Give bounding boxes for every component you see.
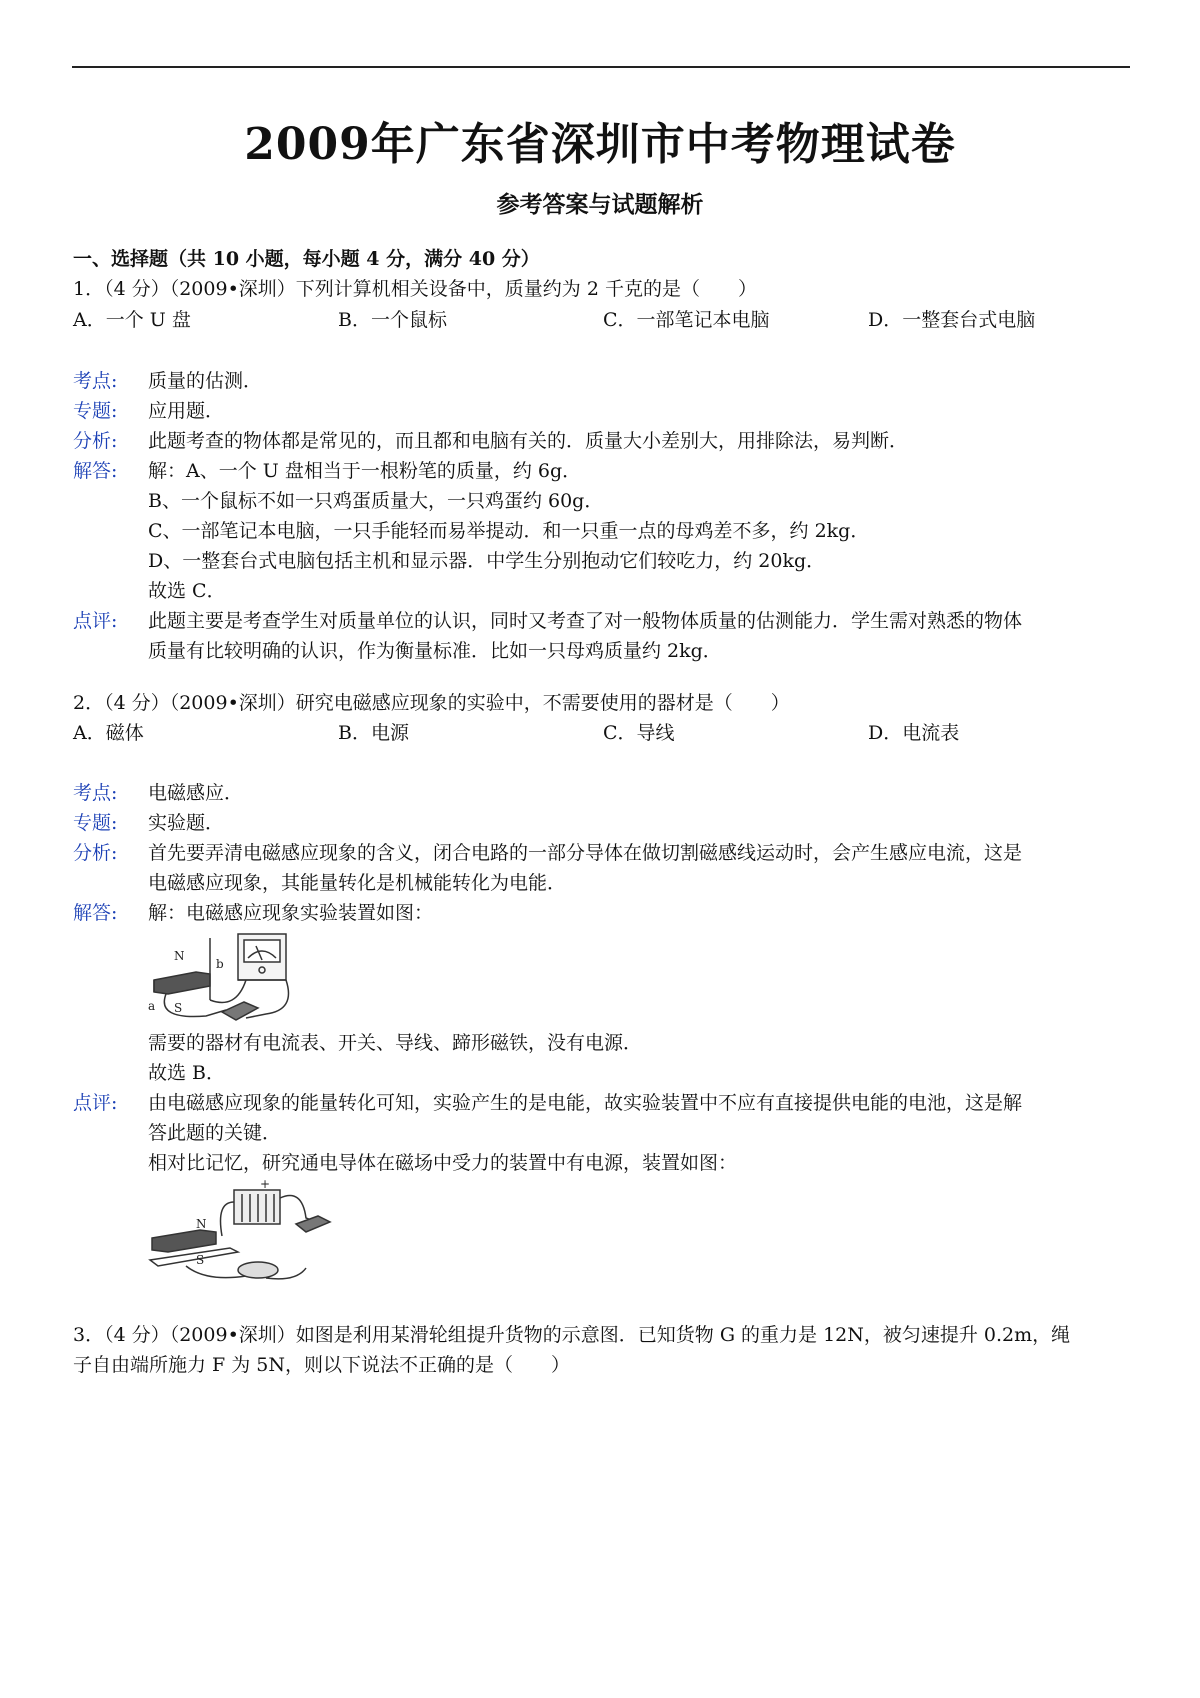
q2-zhuanti-label: 专题: [73,812,118,834]
q1-stem: 1．（4 分）（2009•深圳）下列计算机相关设备中，质量约为 2 千克的是（ ） [73,278,757,300]
fig2-label-plus: + [260,1178,271,1191]
q1-jieda-label: 解答: [73,460,118,482]
q1-zhuanti-label: 专题: [73,400,118,422]
q2-jieda-line: 需要的器材有电流表、开关、导线、蹄形磁铁，没有电源． [148,1032,643,1054]
q3-stem-line: 3．（4 分）（2009•深圳）如图是利用某滑轮组提升货物的示意图．已知货物 G 的重力是 12N，被匀速提升 0.2m，绳 [73,1324,1071,1346]
fig1-label-b: b [216,957,224,971]
q2-dianping-label: 点评: [73,1092,118,1114]
page-title: 2009年广东省深圳市中考物理试卷 [244,119,956,170]
q1-fenxi-label: 分析: [73,430,118,452]
q2-jieda-line: 解：电磁感应现象实验装置如图： [148,902,434,924]
q2-dianping-line: 答此题的关键． [148,1122,282,1144]
motor-principle-figure [146,1178,336,1284]
q1-jieda-line: 解：A、一个 U 盘相当于一根粉笔的质量，约 6g． [148,460,582,482]
fig1-label-a: a [148,999,156,1013]
q2-kaodian-label: 考点: [73,782,118,804]
q1-option-c: C．一部笔记本电脑 [603,309,770,331]
page-subtitle: 参考答案与试题解析 [496,191,704,218]
q2-fenxi-label: 分析: [73,842,118,864]
q1-zhuanti-text: 应用题． [148,400,225,422]
q2-stem: 2．（4 分）（2009•深圳）研究电磁感应现象的实验中，不需要使用的器材是（ ） [73,692,790,714]
q1-dianping-line: 质量有比较明确的认识，作为衡量标准．比如一只母鸡质量约 2kg． [148,640,722,662]
q2-option-a: A．磁体 [73,722,144,744]
q2-fenxi-line: 首先要弄清电磁感应现象的含义，闭合电路的一部分导体在做切割磁感线运动时，会产生感应电流，这是 [148,842,1023,864]
induction-apparatus-figure [146,930,310,1026]
fig2-label-n: N [196,1217,207,1231]
fig2-label-s: S [196,1253,205,1267]
q1-option-b: B．一个鼠标 [338,309,447,331]
q1-kaodian-text: 质量的估测． [148,370,263,392]
q2-jieda-label: 解答: [73,902,118,924]
q2-option-c: C．导线 [603,722,675,744]
q1-kaodian-label: 考点: [73,370,118,392]
q1-jieda-line: B、一个鼠标不如一只鸡蛋质量大，一只鸡蛋约 60g． [148,490,604,512]
q3-stem-line: 子自由端所施力 F 为 5N，则以下说法不正确的是（ ） [73,1354,571,1376]
q1-jieda-line: 故选 C． [148,580,226,602]
q2-dianping-line: 相对比记忆，研究通电导体在磁场中受力的装置中有电源，装置如图： [148,1152,738,1174]
fig1-label-s: S [174,1001,183,1015]
q1-dianping-line: 此题主要是考查学生对质量单位的认识，同时又考查了对一般物体质量的估测能力．学生需对熟悉的物体 [148,610,1023,632]
q2-jieda-line: 故选 B． [148,1062,226,1084]
fig1-label-n: N [174,949,185,963]
q1-dianping-label: 点评: [73,610,118,632]
q1-option-a: A．一个 U 盘 [73,309,191,331]
q1-jieda-line: D、一整套台式电脑包括主机和显示器．中学生分别抱动它们较吃力，约 20kg． [148,550,826,572]
q2-zhuanti-text: 实验题． [148,812,225,834]
header-rule [72,66,1130,68]
q2-option-d: D．电流表 [868,722,960,744]
q2-dianping-line: 由电磁感应现象的能量转化可知，实验产生的是电能，故实验装置中不应有直接提供电能的电池，这是解 [148,1092,1023,1114]
q1-fenxi-text: 此题考查的物体都是常见的，而且都和电脑有关的．质量大小差别大，用排除法，易判断． [148,430,909,452]
q1-option-d: D．一整套台式电脑 [868,309,1036,331]
q2-option-b: B．电源 [338,722,409,744]
q1-jieda-line: C、一部笔记本电脑，一只手能轻而易举提动．和一只重一点的母鸡差不多，约 2kg． [148,520,870,542]
section-heading: 一、选择题（共 10 小题，每小题 4 分，满分 40 分） [73,248,540,270]
q2-kaodian-text: 电磁感应． [148,782,244,804]
q2-fenxi-line: 电磁感应现象，其能量转化是机械能转化为电能． [148,872,567,894]
